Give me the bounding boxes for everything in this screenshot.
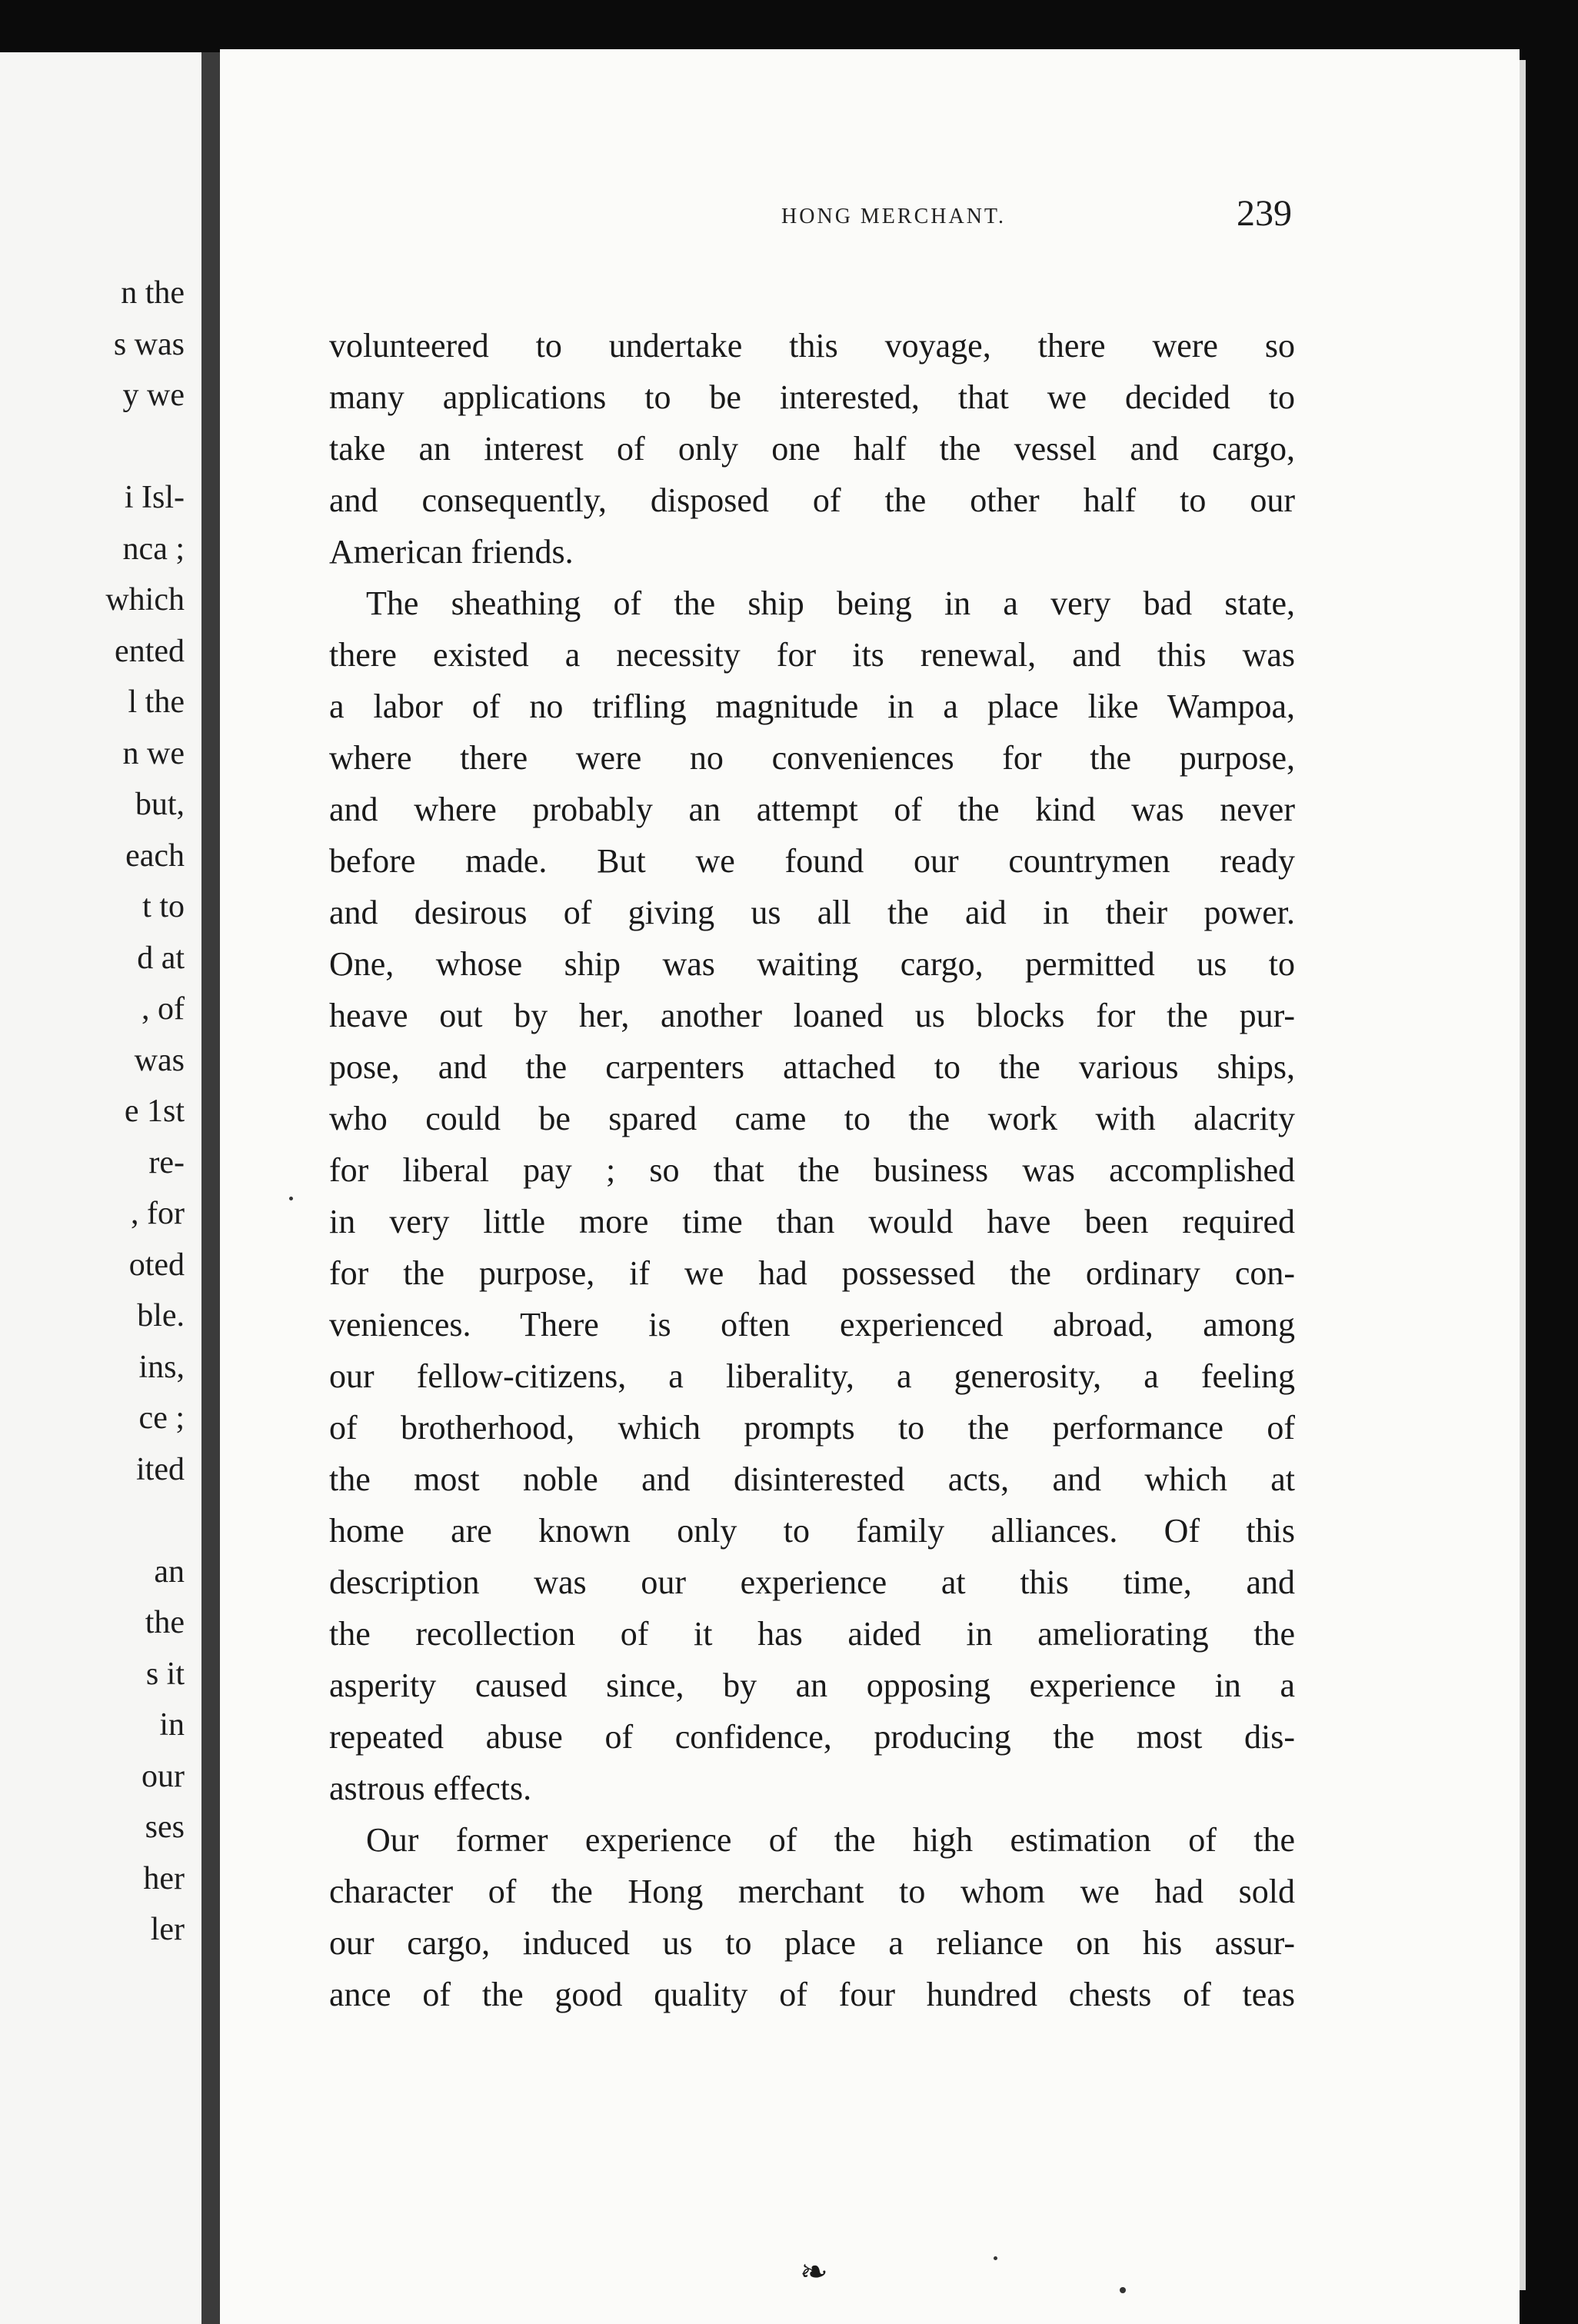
text-line: where there were no conveniences for the purpose, [329,739,1295,777]
facing-page-line-fragment: ce ; [138,1400,185,1436]
text-line: our cargo, induced us to place a reliance on his assur- [329,1924,1295,1962]
facing-page-line-fragment: s it [145,1656,185,1692]
body-text [329,320,1295,2020]
facing-page-line-fragment: i Isl- [124,480,185,515]
facing-page-line-fragment: but, [135,787,185,822]
text-line: The sheathing of the ship being in a very bad state, [366,584,1295,622]
facing-page-line-fragment: l the [128,684,185,720]
text-line: our fellow-citizens, a liberality, a generosity, a feeling [329,1357,1295,1395]
text-line: character of the Hong merchant to whom we had sold [329,1873,1295,1910]
text-line: repeated abuse of confidence, producing the most dis- [329,1718,1295,1756]
text-line: pose, and the carpenters attached to the various ships, [329,1048,1295,1086]
facing-page-line-fragment: the [145,1605,185,1640]
text-line: One, whose ship was waiting cargo, permitted us to [329,945,1295,983]
text-line: a labor of no trifling magnitude in a place like Wampoa, [329,688,1295,725]
text-line: American friends. [329,533,574,571]
facing-page-line-fragment: n the [121,275,185,311]
text-line: heave out by her, another loaned us blocks for the pur- [329,997,1295,1034]
text-line: Our former experience of the high estimation of the [366,1821,1295,1859]
book-page [220,49,1520,2324]
facing-page-line-fragment: ented [115,634,185,669]
facing-page-line-fragment: ble. [137,1298,185,1333]
facing-page-line-fragment: each [125,838,185,874]
page-number: 239 [1237,193,1292,234]
text-line: before made. But we found our countrymen ready [329,842,1295,880]
paragraph-3 [329,1814,1295,2020]
facing-page-line-fragment: y we [122,378,185,413]
text-line: there existed a necessity for its renewal, and this was [329,636,1295,674]
facing-page-line-fragment: which [105,582,185,618]
book-gutter [201,52,220,2324]
print-speck [994,2256,997,2260]
printer-ornament-icon: ❧ [800,2253,828,2291]
text-line: in very little more time than would have been required [329,1203,1295,1240]
text-line: and where probably an attempt of the kind was never [329,791,1295,828]
text-line: for liberal pay ; so that the business was accomplished [329,1151,1295,1189]
facing-page-line-fragment: s was [113,327,185,362]
paragraph-2 [329,578,1295,1814]
text-line: ance of the good quality of four hundred chests of teas [329,1976,1295,2013]
text-line: the most noble and disinterested acts, and which at [329,1460,1295,1498]
facing-page-line-fragment: n we [122,736,185,771]
text-line: volunteered to undertake this voyage, there were so [329,327,1295,365]
facing-page-line-fragment: , of [141,991,185,1027]
text-line: astrous effects. [329,1770,532,1807]
text-line: home are known only to family alliances. Of this [329,1512,1295,1550]
text-line: of brotherhood, which prompts to the performance of [329,1409,1295,1447]
facing-page-line-fragment: d at [137,941,185,976]
text-line: and consequently, disposed of the other half to our [329,481,1295,519]
facing-page-line-fragment: re- [148,1145,185,1180]
facing-page-line-fragment: ler [150,1912,185,1947]
print-speck [289,1197,293,1200]
text-line: for the purpose, if we had possessed the ordinary con- [329,1254,1295,1292]
facing-page-line-fragment: , for [131,1196,185,1231]
text-line: asperity caused since, by an opposing experience in a [329,1666,1295,1704]
text-line: who could be spared came to the work with alacrity [329,1100,1295,1137]
text-line: veniences. There is often experienced abroad, among [329,1306,1295,1343]
facing-page-line-fragment: ited [136,1452,185,1487]
print-speck [1120,2287,1126,2293]
facing-page-line-fragment: t to [142,889,185,924]
facing-page-line-fragment: was [134,1043,185,1078]
text-line: take an interest of only one half the vessel and cargo, [329,430,1295,468]
facing-page-line-fragment: our [141,1759,185,1794]
facing-page-line-fragment: nca ; [122,531,185,567]
running-head: HONG MERCHANT. [781,205,1006,228]
text-line: many applications to be interested, that we decided to [329,378,1295,416]
paragraph-1 [329,320,1295,578]
facing-page-fragment [0,52,201,2324]
text-line: the recollection of it has aided in ameliorating the [329,1615,1295,1653]
facing-page-line-fragment: her [143,1861,185,1896]
text-line: description was our experience at this time, and [329,1563,1295,1601]
facing-page-line-fragment: ins, [138,1350,185,1385]
facing-page-line-fragment: an [154,1554,185,1590]
page-edge [1520,37,1578,2324]
text-line: and desirous of giving us all the aid in their power. [329,894,1295,931]
facing-page-line-fragment: oted [128,1247,185,1283]
facing-page-line-fragment: in [159,1707,185,1743]
facing-page-line-fragment: ses [145,1810,185,1845]
facing-page-line-fragment: e 1st [124,1094,185,1129]
page-edge-strip [1520,60,1526,2290]
